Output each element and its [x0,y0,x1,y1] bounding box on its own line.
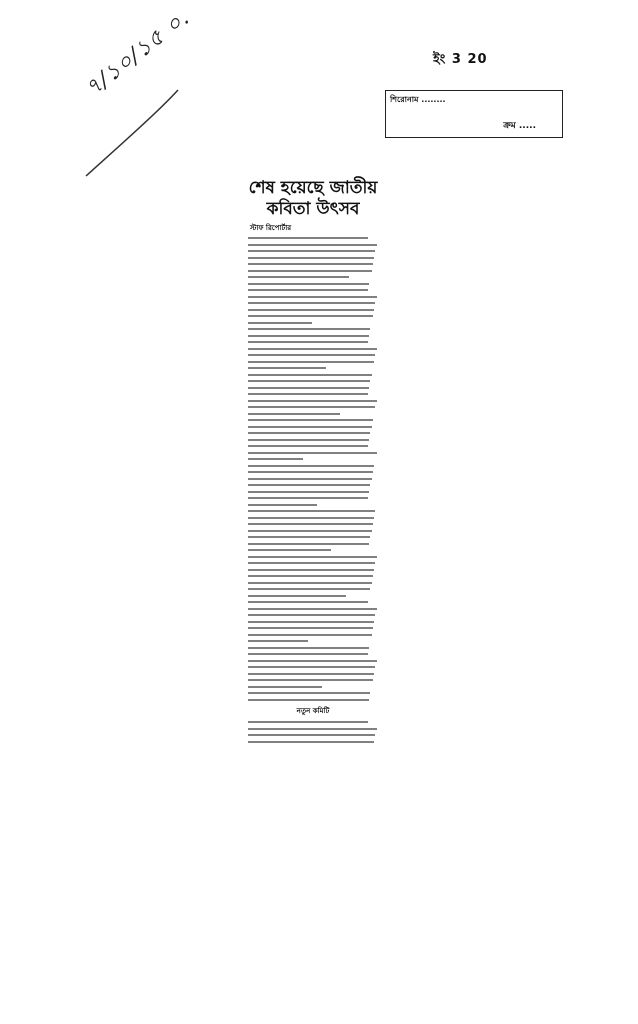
body-text-line [248,575,373,577]
body-text-line [248,699,369,701]
newspaper-clipping [248,178,378,758]
body-text-line [248,614,375,616]
headline-line-1: শেষ হয়েছে জাতীয় [248,178,378,198]
body-text-line [248,393,368,395]
slip-top-text: শিরোনাম ........ [390,95,446,104]
body-text-line [248,679,373,681]
body-text-line [248,335,369,337]
body-text-line [248,504,317,506]
body-text-line [248,582,372,584]
body-text-line [248,270,372,272]
body-text-line [248,257,374,259]
body-text-line [248,439,369,441]
body-text-line [248,562,375,564]
body-text-line [248,478,372,480]
body-text-line [248,452,377,454]
body-text-line [248,491,369,493]
body-text-line [248,595,346,597]
body-text-line [248,721,368,723]
body-text-line [248,692,370,694]
handwritten-note: ৭/১০/১৫ ০. [81,5,195,102]
headline [248,178,378,220]
body-text-line [248,322,312,324]
body-text-line [248,361,374,363]
body-text-line [248,588,370,590]
date-stamp: ইং 3 20 [433,52,488,67]
body-text-line [248,523,373,525]
body-text-line [248,601,368,603]
body-text-line [248,237,368,239]
body-text-line [248,660,377,662]
body-text-line [248,458,303,460]
body-text-line [248,556,377,558]
body-text-line [248,400,377,402]
body-text-line [248,734,375,736]
body-text-line [248,621,374,623]
byline: স্টাফ রিপোর্টার [250,224,292,232]
article-body-continued [248,721,378,743]
body-text-line [248,510,375,512]
body-text-line [248,341,368,343]
body-text-line [248,569,374,571]
body-text-line [248,543,369,545]
body-text-line [248,419,373,421]
body-text-line [248,484,370,486]
body-text-line [248,283,369,285]
body-text-line [248,276,349,278]
body-text-line [248,608,377,610]
body-text-line [248,653,368,655]
body-text-line [248,296,377,298]
body-text-line [248,263,373,265]
body-text-line [248,497,368,499]
body-text-line [248,634,372,636]
body-text-line [248,465,374,467]
body-text-line [248,315,373,317]
body-text-line [248,380,370,382]
body-text-line [248,348,377,350]
body-text-line [248,471,373,473]
body-text-line [248,432,370,434]
headline-line-2: কবিতা উৎসব [266,199,360,219]
body-text-line [248,640,308,642]
body-text-line [248,536,370,538]
slip-bottom-text: ক্রম ..... [503,121,536,131]
subheading: নতুন কমিটি [296,707,330,715]
body-text-line [248,549,331,551]
body-text-line [248,309,374,311]
body-text-line [248,666,375,668]
body-text-line [248,302,375,304]
body-text-line [248,406,375,408]
body-text-line [248,647,369,649]
body-text-line [248,673,374,675]
body-text-line [248,244,377,246]
body-text-line [248,328,370,330]
body-text-line [248,289,368,291]
body-text-line [248,374,372,376]
body-text-line [248,426,372,428]
body-text-line [248,627,373,629]
body-text-line [248,686,322,688]
body-text-line [248,741,374,743]
body-text-line [248,387,369,389]
archive-slip [385,90,563,138]
body-text-line [248,367,326,369]
article-body [248,237,378,701]
body-text-line [248,250,375,252]
body-text-line [248,517,374,519]
body-text-line [248,728,377,730]
body-text-line [248,413,340,415]
body-text-line [248,530,372,532]
body-text-line [248,354,375,356]
body-text-line [248,445,368,447]
